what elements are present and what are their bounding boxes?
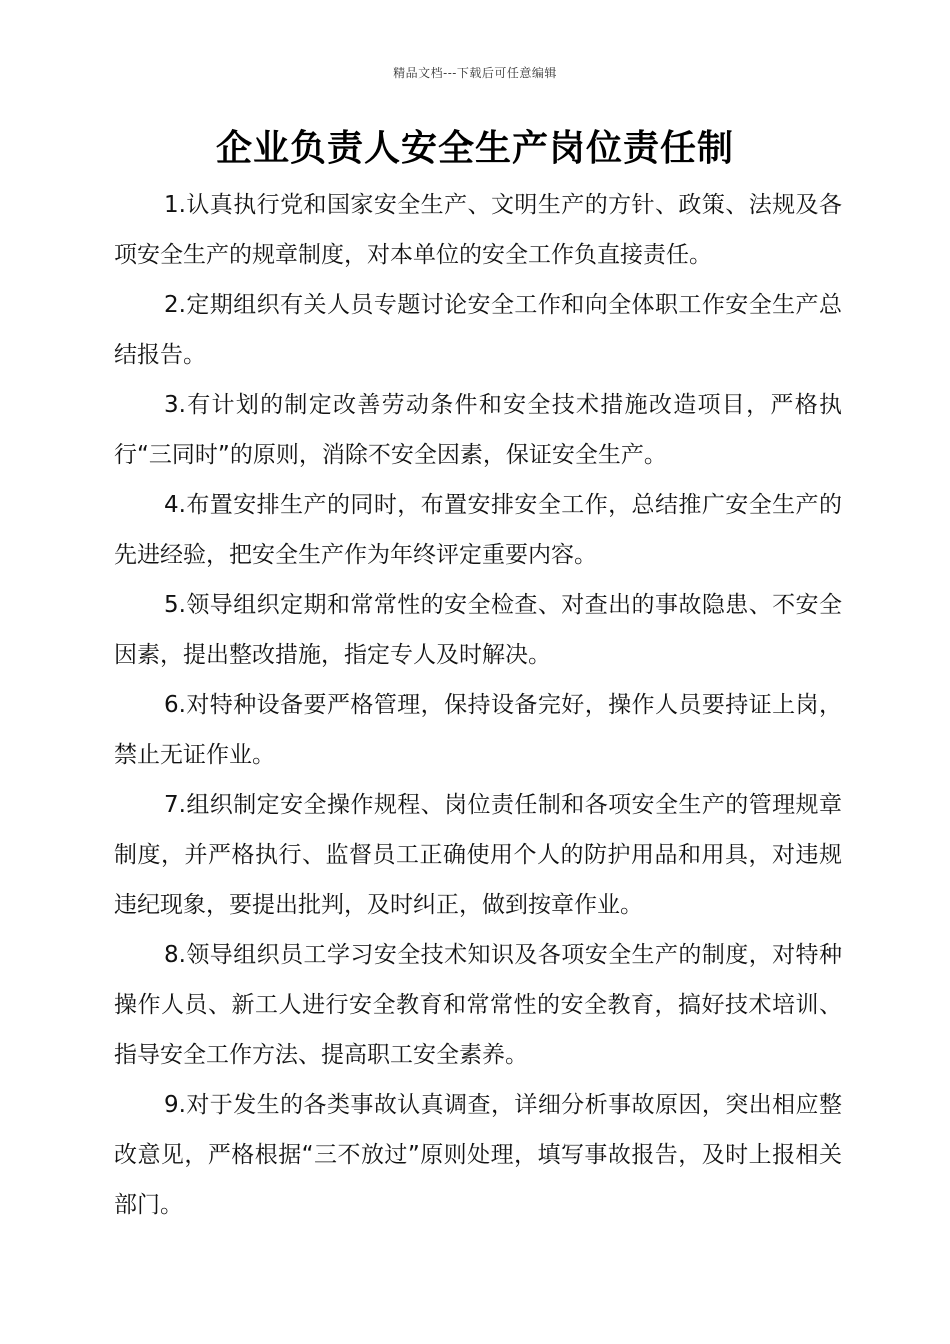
clause-2: 2.定期组织有关人员专题讨论安全工作和向全体职工作安全生产总结报告。: [114, 292, 842, 368]
clause-8: 8.领导组织员工学习安全技术知识及各项安全生产的制度，对特种操作人员、新工人进行安全教育和常常性的安全教育，搞好技术培训、指导安全工作方法、提高职工安全素养。: [114, 942, 842, 1068]
clause-7: 7.组织制定安全操作规程、岗位责任制和各项安全生产的管理规章制度，并严格执行、监督员工正确使用个人的防护用品和用具，对违规违纪现象，要提出批判，及时纠正，做到按章作业。: [114, 792, 842, 918]
clause-3: 3.有计划的制定改善劳动条件和安全技术措施改造项目，严格执行“三同时”的原则，消除不安全因素，保证安全生产。: [114, 392, 842, 468]
header-note: 精品文档---下载后可任意编辑: [393, 66, 557, 80]
document-title: 企业负责人安全生产岗位责任制: [215, 127, 734, 169]
clause-4: 4.布置安排生产的同时，布置安排安全工作，总结推广安全生产的先进经验，把安全生产作为年终评定重要内容。: [114, 492, 842, 568]
clause-6: 6.对特种设备要严格管理，保持设备完好，操作人员要持证上岗，禁止无证作业。: [114, 692, 842, 768]
clause-9: 9.对于发生的各类事故认真调查，详细分析事故原因，突出相应整改意见，严格根据“三不放过”原则处理，填写事故报告，及时上报相关部门。: [114, 1092, 842, 1218]
document-body: [114, 180, 842, 1230]
clause-5: 5.领导组织定期和常常性的安全检查、对查出的事故隐患、不安全因素，提出整改措施，指定专人及时解决。: [114, 592, 842, 668]
clause-1: 1.认真执行党和国家安全生产、文明生产的方针、政策、法规及各项安全生产的规章制度，对本单位的安全工作负直接责任。: [114, 192, 842, 268]
